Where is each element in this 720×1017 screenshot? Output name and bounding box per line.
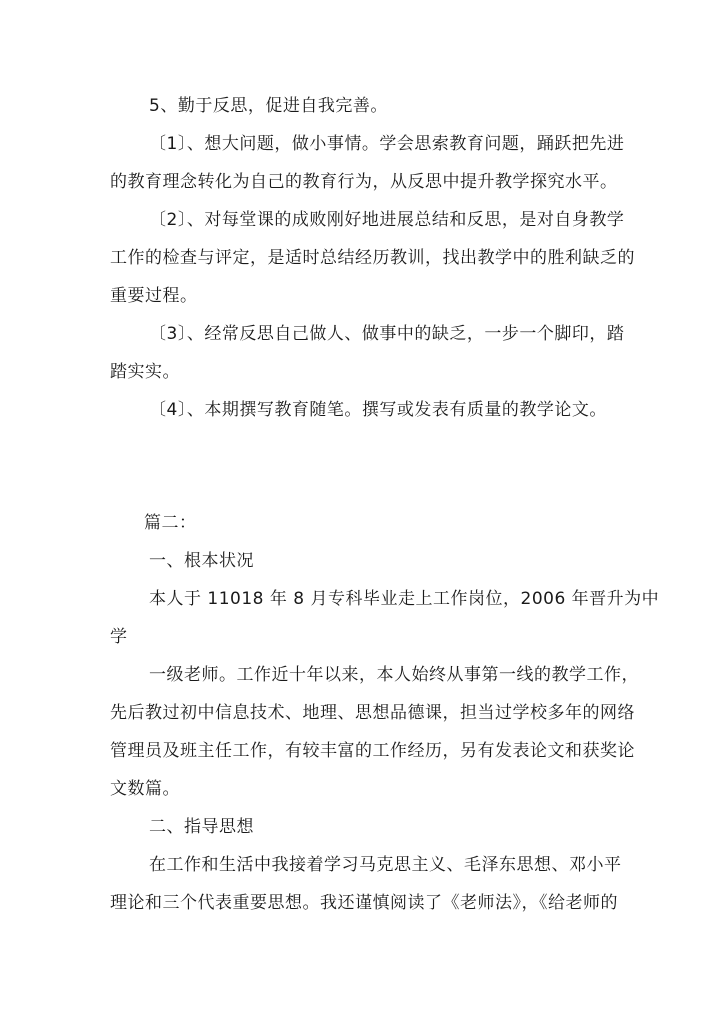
paragraph-line: 先后教过初中信息技术、地理、思想品德课，担当过学校多年的网络 [110, 703, 635, 723]
paragraph-line: 的教育理念转化为自己的教育行为，从反思中提升教学探究水平。 [110, 172, 618, 192]
paragraph-line: 〔2〕、对每堂课的成败刚好地进展总结和反思，是对自身教学 [149, 210, 625, 230]
paragraph-line: 一级老师。工作近十年以来，本人始终从事第一线的教学工作， [149, 665, 639, 685]
paragraph-line: 文数篇。 [110, 779, 180, 799]
paragraph-line: 重要过程。 [110, 286, 198, 306]
paragraph-line: 管理员及班主任工作，有较丰富的工作经历，另有发表论文和获奖论 [110, 741, 635, 761]
paragraph-line: 在工作和生活中我接着学习马克思主义、毛泽东思想、邓小平 [149, 855, 622, 875]
paragraph-line: 理论和三个代表重要思想。我还谨慎阅读了《老师法》，《给老师的 [110, 893, 618, 913]
paragraph-line: 工作的检查与评定，是适时总结经历教训，找出教学中的胜利缺乏的 [110, 248, 635, 268]
paragraph-line: 〔1〕、想大问题，做小事情。学会思索教育问题，踊跃把先进 [149, 134, 625, 154]
paragraph-line: 学 [110, 627, 128, 647]
paragraph-line: 踏实实。 [110, 362, 180, 382]
section-title: 篇二： [144, 513, 197, 533]
paragraph-line: 〔3〕、经常反思自己做人、做事中的缺乏，一步一个脚印，踏 [149, 324, 625, 344]
subheading-basic-situation: 一、根本状况 [149, 551, 254, 571]
subheading-guiding-thought: 二、指导思想 [149, 817, 254, 837]
paragraph-line: 本人于 11018 年 8 月专科毕业走上工作岗位，2006 年晋升为中 [149, 589, 660, 609]
paragraph-line: 〔4〕、本期撰写教育随笔。撰写或发表有质量的教学论文。 [149, 400, 607, 420]
heading-reflection: 5、勤于反思，促进自我完善。 [149, 96, 388, 116]
